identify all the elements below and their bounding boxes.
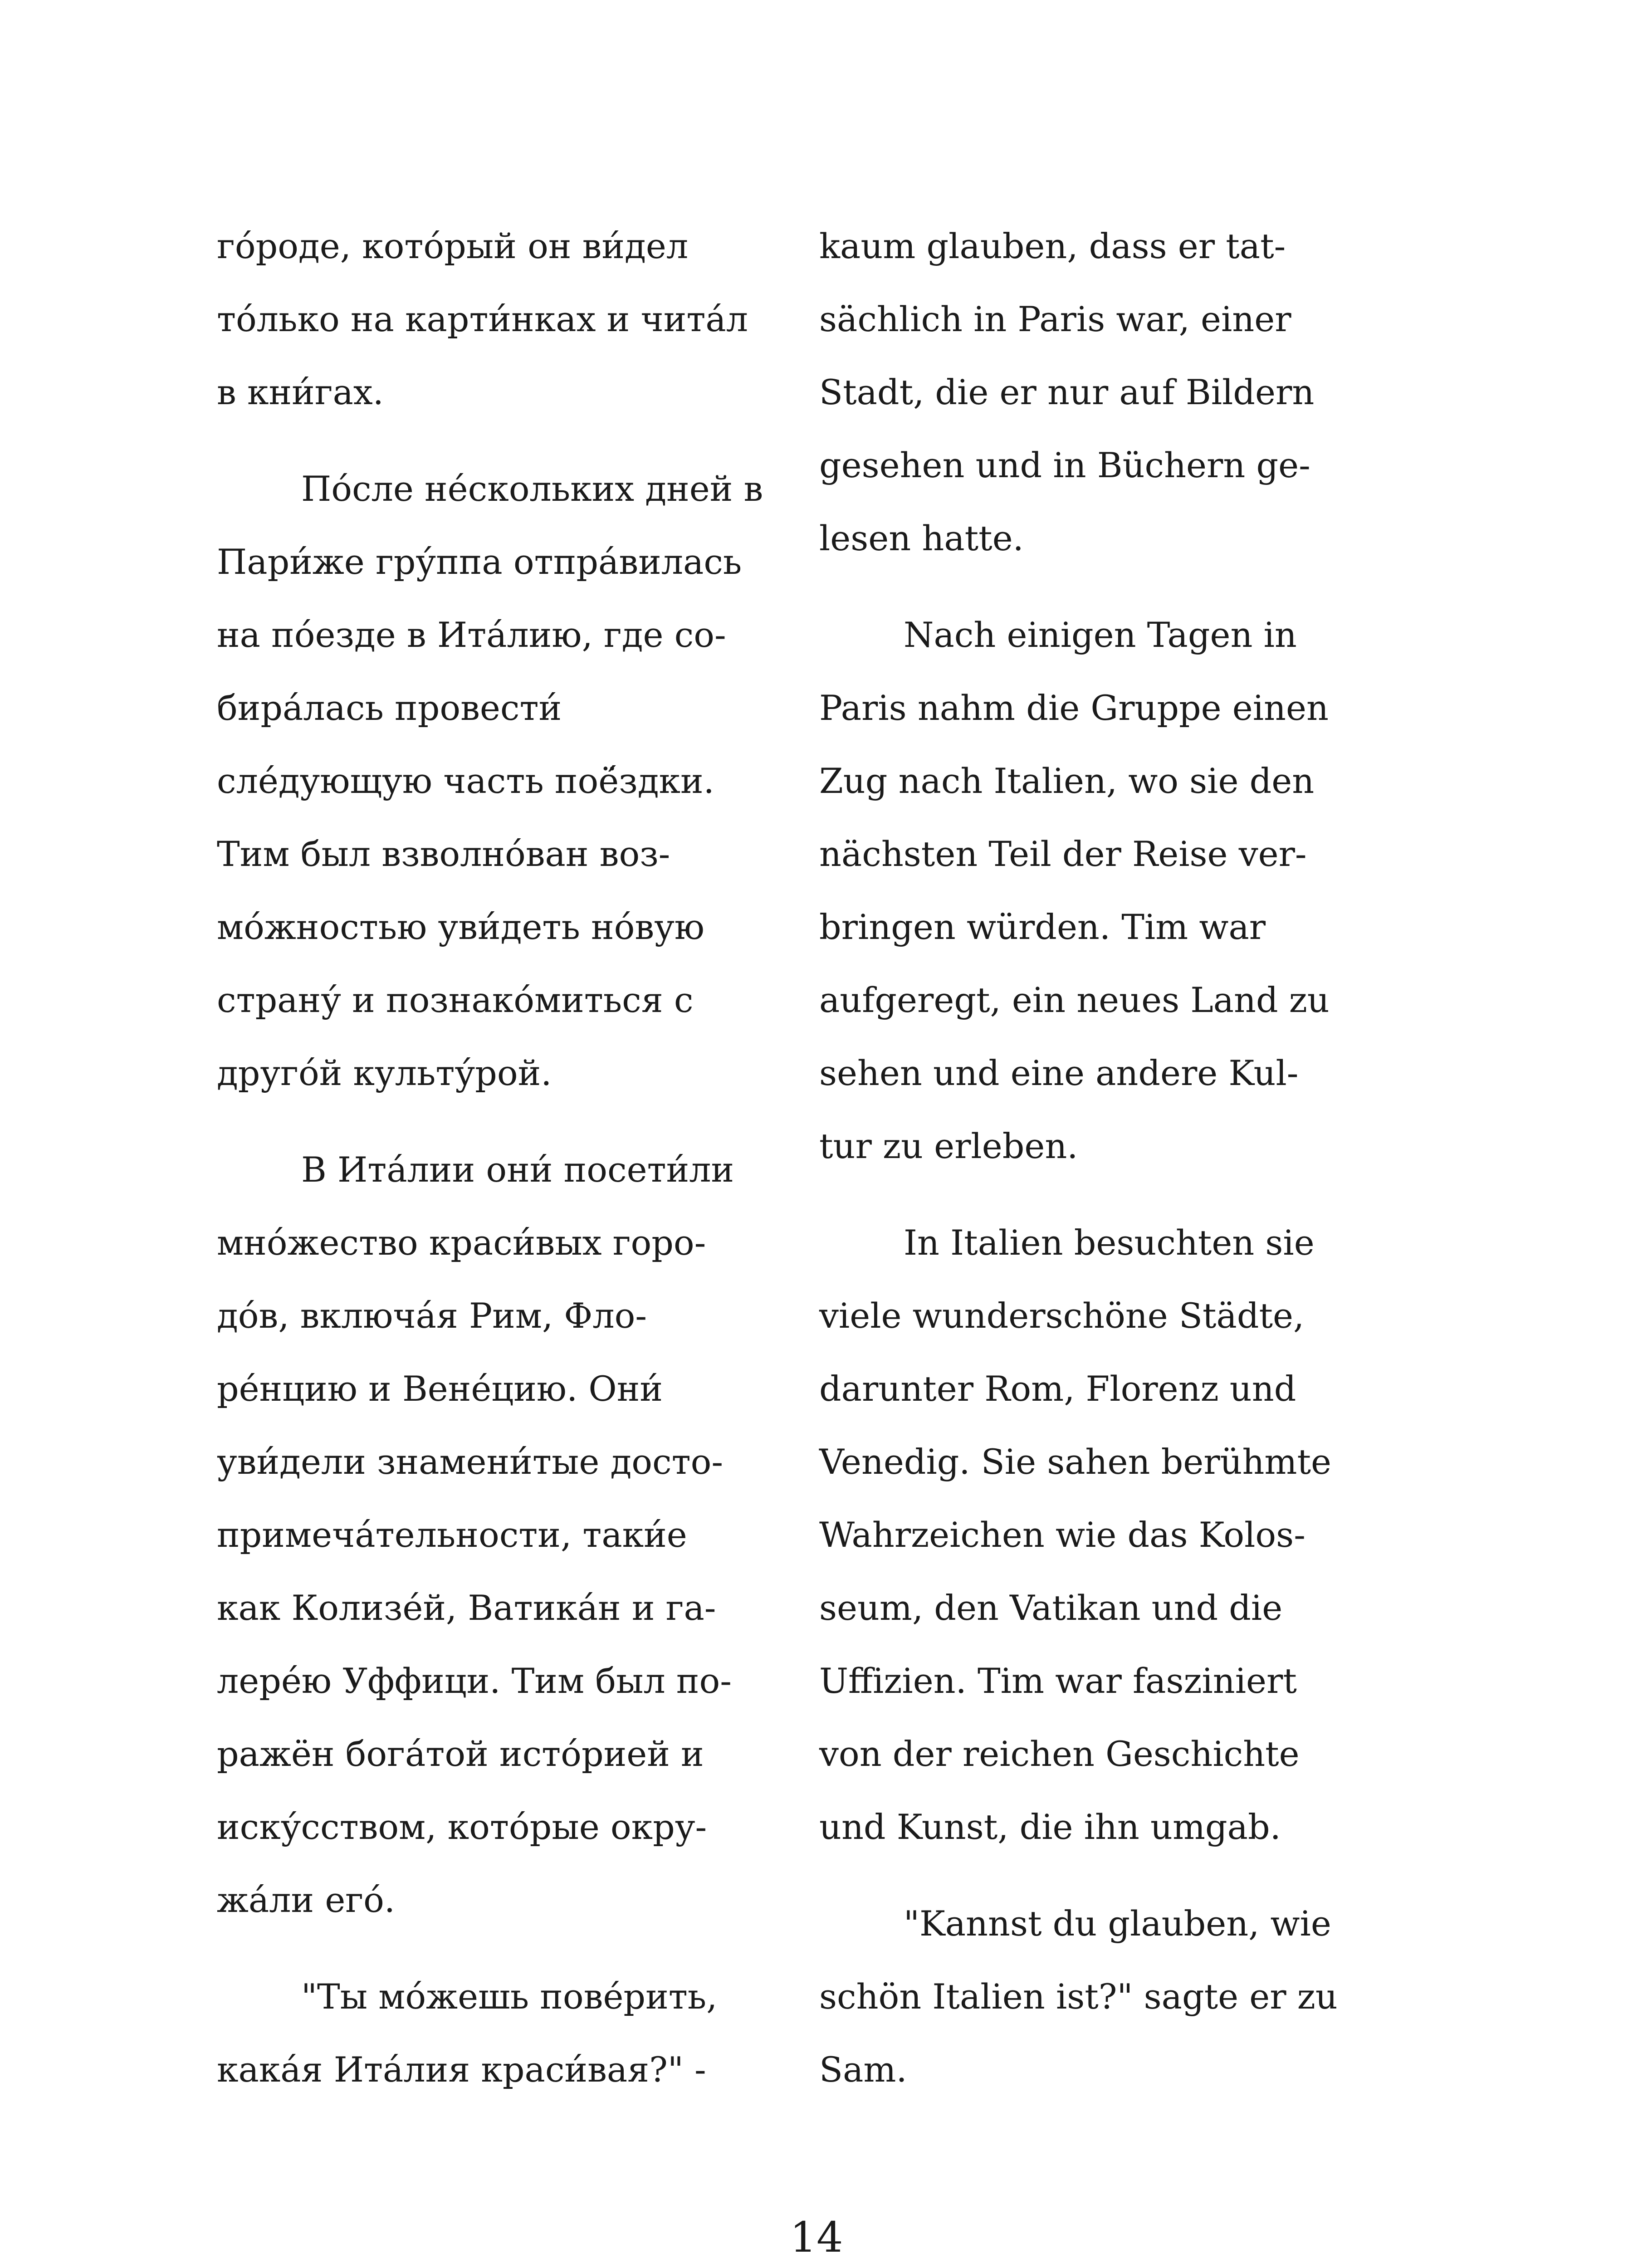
german-text-line: sehen und eine andere Kul- <box>819 1053 1299 1093</box>
german-text-line: Paris nahm die Gruppe einen <box>819 688 1329 728</box>
russian-text-line: Пари́же гру́ппа отпра́вилась <box>217 542 742 582</box>
russian-text-line: до́в, включа́я Рим, Фло- <box>217 1295 647 1336</box>
russian-text-line: мо́жностью уви́деть но́вую <box>217 907 705 947</box>
russian-text-line: то́лько на карти́нках и чита́л <box>217 299 748 339</box>
russian-text-line: бира́лась провести́ <box>217 688 562 728</box>
german-text-line: viele wunderschöne Städte, <box>819 1295 1305 1336</box>
german-text-line: Wahrzeichen wie das Kolos- <box>819 1515 1305 1555</box>
russian-text-line: ражён бога́той исто́рией и <box>217 1734 704 1774</box>
page-number: 14 <box>790 2213 843 2262</box>
russian-text-line: страну́ и познако́миться с <box>217 980 694 1020</box>
german-text-line: Uffizien. Tim war fasziniert <box>819 1661 1297 1701</box>
russian-paragraph <box>217 1133 793 1936</box>
russian-text-line: как Колизе́й, Ватика́н и га- <box>217 1588 716 1628</box>
russian-text-line: примеча́тельности, таки́е <box>217 1515 687 1555</box>
german-column <box>819 210 1377 2130</box>
german-text-line: gesehen und in Büchern ge- <box>819 445 1310 485</box>
russian-paragraph <box>217 210 793 429</box>
german-text-line: nächsten Teil der Reise ver- <box>819 834 1307 874</box>
german-text-line: Zug nach Italien, wo sie den <box>819 761 1315 801</box>
german-paragraph <box>819 1887 1377 2106</box>
german-text-line: Venedig. Sie sahen berühmte <box>819 1442 1332 1482</box>
german-text-line: seum, den Vatikan und die <box>819 1588 1283 1628</box>
german-text-line: schön Italien ist?" sagte er zu <box>819 1976 1338 2017</box>
german-text-line: "Kannst du glauben, wie <box>904 1903 1331 1944</box>
german-paragraph <box>819 210 1377 575</box>
russian-text-line: в кни́гах. <box>217 372 384 412</box>
german-text-line: bringen würden. Tim war <box>819 907 1266 947</box>
german-text-line: lesen hatte. <box>819 518 1024 558</box>
german-text-line: Stadt, die er nur auf Bildern <box>819 372 1315 412</box>
russian-text-line: го́роде, кото́рый он ви́дел <box>217 226 689 266</box>
german-text-line: tur zu erleben. <box>819 1126 1078 1166</box>
russian-text-line: жа́ли его́. <box>217 1880 396 1920</box>
german-text-line: von der reichen Geschichte <box>819 1734 1300 1774</box>
russian-text-line: По́сле не́скольких дней в <box>301 469 763 509</box>
german-text-line: Nach einigen Tagen in <box>904 615 1297 655</box>
russian-text-line: В Ита́лии они́ посети́ли <box>301 1149 734 1190</box>
german-text-line: sächlich in Paris war, einer <box>819 299 1291 339</box>
russian-text-line: сле́дующую часть поё́здки. <box>217 761 714 801</box>
german-text-line: darunter Rom, Florenz und <box>819 1369 1296 1409</box>
russian-text-line: лере́ю Уффици. Тим был по- <box>217 1661 732 1701</box>
russian-text-line: "Ты мо́жешь пове́рить, <box>301 1976 718 2017</box>
russian-text-line: ре́нцию и Вене́цию. Они́ <box>217 1369 663 1409</box>
russian-text-line: мно́жество краси́вых горо- <box>217 1222 706 1263</box>
russian-paragraph <box>217 452 793 1110</box>
german-text-line: In Italien besuchten sie <box>904 1222 1315 1263</box>
german-paragraph <box>819 598 1377 1183</box>
russian-text-line: на по́езде в Ита́лию, где со- <box>217 615 726 655</box>
russian-text-line: друго́й культу́рой. <box>217 1053 552 1093</box>
russian-column <box>217 210 793 2130</box>
russian-text-line: уви́дели знамени́тые досто- <box>217 1442 724 1482</box>
russian-text-line: кака́я Ита́лия краси́вая?" - <box>217 2049 706 2090</box>
german-text-line: und Kunst, die ihn umgab. <box>819 1807 1281 1847</box>
german-text-line: kaum glauben, dass er tat- <box>819 226 1286 266</box>
russian-paragraph <box>217 1960 793 2106</box>
russian-text-line: иску́сством, кото́рые окру- <box>217 1807 707 1847</box>
russian-text-line: Тим был взволно́ван воз- <box>217 834 670 874</box>
german-paragraph <box>819 1206 1377 1863</box>
german-text-line: Sam. <box>819 2049 907 2090</box>
german-text-line: aufgeregt, ein neues Land zu <box>819 980 1330 1020</box>
